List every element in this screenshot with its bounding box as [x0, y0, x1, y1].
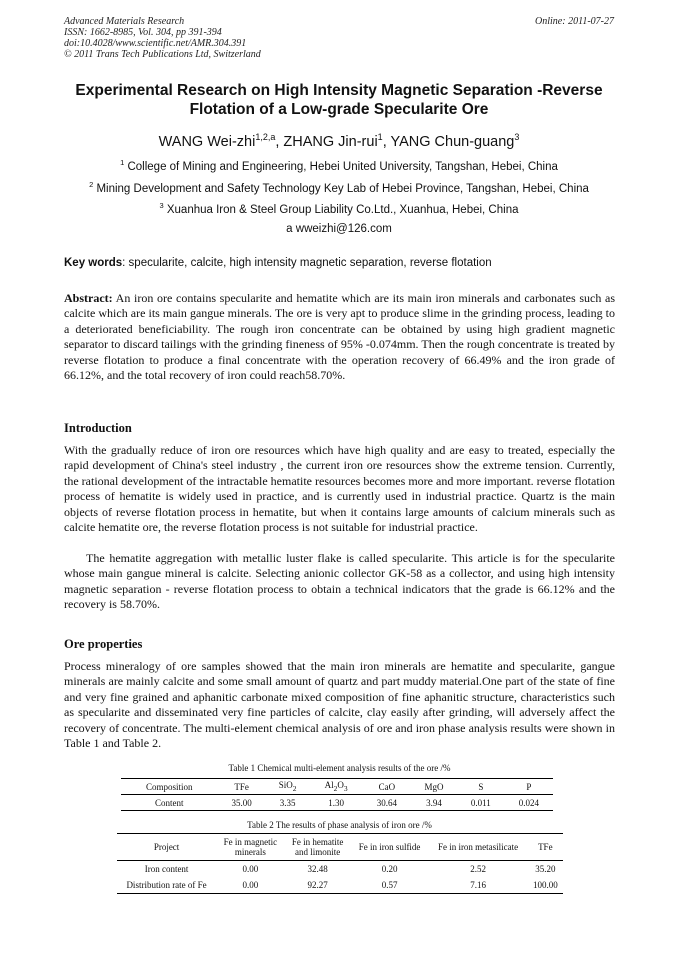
section-heading-ore-properties: Ore properties — [64, 637, 143, 651]
journal-name: Advanced Materials Research — [64, 16, 185, 27]
table1-cell: 1.30 — [328, 797, 345, 808]
title-line-2: Flotation of a Low-grade Specularite Ore — [189, 101, 489, 118]
table1-row-label: Content — [155, 797, 184, 808]
table-row — [117, 877, 563, 894]
affiliation-text: Mining Development and Safety Technology Key Lab of Hebei Province, Tangshan, Hebei, China — [93, 182, 589, 195]
ore-properties-paragraph: Process mineralogy of ore samples showed that the main iron minerals are hematite and specularite, gangue minerals are mainly calcite and some small amount of quartz and part muddy material.One part of the state of fine and very fine grained and aphanitic carbonate mixed composition of fine aphanitic structure, characteristics such as specularite and disseminated very fine particles of calcite, clay easily after grinding, will adversely affect the recovery of concentrate. The multi-element chemical analysis of ore and iron phase analysis results were shown in Table 1 and Table 2. — [64, 659, 615, 751]
table2 — [117, 833, 563, 894]
title-line-1: Experimental Research on High Intensity Magnetic Separation -Reverse — [75, 82, 603, 99]
table2-cell: 0.57 — [381, 880, 398, 890]
table2-caption: Table 2 The results of phase analysis of iron ore /% — [247, 820, 432, 830]
table2-header-cell: Fe in iron metasilicate — [437, 842, 519, 852]
table1-cell: 35.00 — [231, 797, 252, 808]
author-list — [40, 128, 638, 151]
table1-cell: 3.35 — [279, 797, 296, 808]
table2-header-cell: Fe in hematite and limonite — [291, 837, 344, 857]
abstract-label: Abstract: — [64, 291, 113, 305]
introduction-paragraph-1: With the gradually reduce of iron ore resources which have high quality and are easy to treated, especially the rapid development of China's steel industry , the current iron ore resources show the extreme tension. Currently, the rational development of the intractable hematite resources becomes more and more important. reverse flotation process of hematite is widely used in practice, and is currently used in industrial practice. Quartz is the main objects of reverse flotation process in hematite, but when it contains large amounts of calcium minerals such as calcite hematite ore, the reverse flotation process is not suitable for industrial practice. — [64, 443, 615, 535]
table1-header-row — [121, 779, 553, 795]
table1-header-cell: SiO$_2$ — [278, 780, 297, 793]
author-affil-mark: 1,2,a — [255, 132, 276, 142]
table2-header-row — [117, 834, 563, 861]
keywords — [64, 256, 624, 270]
table1-caption: Table 1 Chemical multi-element analysis results of the ore /% — [228, 763, 451, 773]
table1-cell: 0.024 — [518, 797, 539, 808]
online-date: Online: 2011-07-27 — [535, 16, 614, 27]
table1-header-cell: S — [478, 781, 484, 792]
section-heading-introduction: Introduction — [64, 421, 132, 435]
table2-cell: 100.00 — [532, 880, 558, 890]
author-affil-mark: 1 — [377, 132, 383, 142]
author-name: YANG Chun-guang — [390, 133, 515, 150]
abstract — [64, 291, 615, 383]
table1-header-cell: TFe — [234, 781, 249, 792]
table2-row-label: Iron content — [144, 864, 189, 874]
author-name: ZHANG Jin-rui — [283, 133, 378, 150]
author-separator: , — [382, 133, 391, 150]
table2-cell: 92.27 — [307, 880, 328, 890]
keywords-label: Key words — [64, 257, 123, 269]
affiliation-1 — [30, 156, 648, 174]
copyright: © 2011 Trans Tech Publications Ltd, Switzerland — [64, 49, 261, 60]
table1-header-cell: CaO — [378, 781, 396, 792]
affiliation-text: College of Mining and Engineering, Hebei United University, Tangshan, Hebei, China — [124, 160, 558, 173]
author-name: WANG Wei-zhi — [158, 133, 256, 150]
email[interactable]: a wweizhi@126.com — [286, 223, 392, 235]
table2-header-cell: Fe in iron sulfide — [358, 842, 421, 852]
table2-cell: 7.16 — [470, 880, 486, 890]
paper-title — [40, 81, 638, 119]
table-row — [117, 861, 563, 878]
abstract-text: An iron ore contains specularite and hematite which are its main iron minerals and carbonates such as calcite which are its main gangue minerals. The ore is very apt to produce slime in the grinding process, leading to a deteriorated beneficiability. The rough iron concentrate can be obtained by using high gradient magnetic separator to discard tailings with the grinding fineness of 95% -0.074mm. Then the rough concentrate is treated by reverse flotation to produce a final concentrate with the operation recovery of 66.49% and the iron grade of 66.12%, and the total recovery of iron could reach58.70%. — [64, 291, 615, 383]
table2-header-cell: TFe — [538, 842, 553, 852]
introduction-paragraph-2: The hematite aggregation with metallic luster flake is called specularite. This article is for the specularite whose main gangue mineral is calcite. Selecting anionic collector GK-58 as a collector, and using high intensity magnetic separation - reverse flotation process to obtain a technical indicators that the grade is 66.12% and the recovery is 58.70%. — [64, 551, 615, 612]
table1-header-cell: MgO — [424, 781, 444, 792]
keywords-text: : specularite, calcite, high intensity magnetic separation, reverse flotation — [122, 257, 492, 269]
table1-cell: 30.64 — [376, 797, 398, 808]
table1-header-cell: P — [526, 781, 532, 792]
table1-header-cell: Composition — [146, 781, 193, 792]
table2-header-cell: Project — [153, 842, 180, 852]
table2-cell: 0.20 — [381, 864, 398, 874]
affiliation-3 — [30, 199, 648, 217]
table2-cell: 0.00 — [242, 880, 259, 890]
table2-cell: 32.48 — [307, 864, 328, 874]
affiliation-mark: 3 — [159, 201, 164, 210]
table2-cell: 0.00 — [242, 864, 259, 874]
table2-header-cell: Fe in magnetic minerals — [223, 837, 278, 857]
table1-cell: 3.94 — [426, 797, 442, 808]
author-affil-mark: 3 — [514, 132, 520, 142]
table1 — [121, 778, 553, 811]
table2-row-label: Distribution rate of Fe — [126, 880, 207, 890]
table-row — [121, 795, 553, 811]
journal-header — [64, 16, 261, 60]
table2-cell: 2.52 — [470, 864, 486, 874]
author-separator: , — [275, 133, 284, 150]
issn: ISSN: 1662-8985, Vol. 304, pp 391-394 — [64, 27, 222, 38]
table2-cell: 35.20 — [535, 864, 556, 874]
table1-header-cell: $Al_2O_3$ — [324, 780, 348, 793]
affiliation-2 — [30, 178, 648, 196]
affiliation-text: Xuanhua Iron & Steel Group Liability Co.Ltd., Xuanhua, Hebei, China — [163, 203, 519, 216]
affiliation-mark: 2 — [89, 180, 94, 189]
affiliation-mark: 1 — [120, 158, 125, 167]
table1-cell: 0.011 — [470, 797, 491, 808]
doi[interactable]: doi:10.4028/www.scientific.net/AMR.304.391 — [64, 38, 247, 49]
